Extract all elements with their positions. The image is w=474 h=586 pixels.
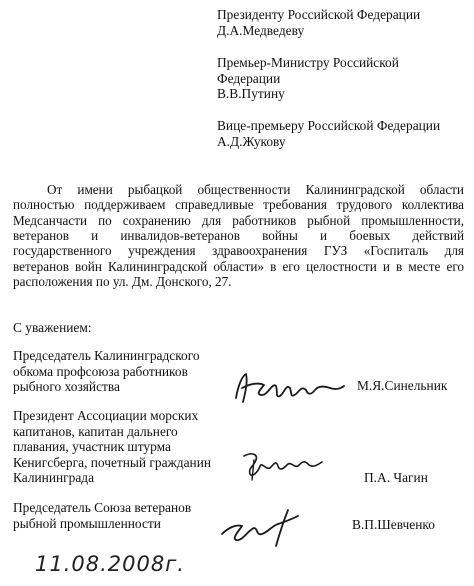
addressee-vice-premier: [217, 118, 457, 149]
addressee-name: В.В.Путину: [217, 86, 285, 102]
body-line: От имени рыбацкой общественности Калининградской области: [47, 182, 464, 197]
signatory-name-3: В.П.Шевченко: [352, 517, 435, 532]
signature-3: [218, 506, 328, 550]
signatory-block-1: [13, 348, 200, 395]
addressee-name: Д.А.Медведеву: [217, 22, 305, 38]
body-line: ветеранов войн Калининградской области» в его целостности и в месте его: [13, 258, 464, 274]
body-line: Медсанчасти по сохранению для работников рыбной промышленности,: [13, 212, 464, 228]
handwritten-date: 11.08.2008г.: [35, 552, 185, 576]
addressee-title-line1: Премьер-Министру Российской: [217, 55, 399, 70]
body-line: государственного учреждения здравоохранения ГУЗ «Госпиталь для: [13, 243, 464, 259]
signature-2: [238, 448, 338, 484]
body-line: расположения по ул. Дм. Донского, 27.: [13, 273, 232, 289]
signatory-position-line: обкома профсоюза работников: [13, 363, 188, 379]
addressee-title: Вице-премьеру Российской Федерации: [217, 118, 441, 133]
signatory-position-line: Кенигсберга, почетный гражданин: [13, 454, 212, 470]
addressee-prime-minister: [217, 55, 457, 102]
signatory-block-3: [13, 500, 191, 531]
signatory-block-2: [13, 408, 211, 486]
addressee-name: А.Д.Жукову: [217, 133, 286, 149]
letter-body: [13, 182, 464, 289]
signatory-position-line: плавания, участник штурма: [13, 439, 171, 455]
signatory-position-line: рыбной промышленности: [13, 515, 161, 531]
signatory-position-line: Калининграда: [13, 470, 95, 486]
signatory-name-1: М.Я.Синельник: [357, 378, 448, 393]
signatory-position-line: Председатель Союза ветеранов: [13, 500, 192, 515]
signatory-position-line: капитанов, капитан дальнего: [13, 423, 178, 439]
body-line: ветеранов и инвалидов-ветеранов войны и боевых действий: [13, 227, 464, 243]
addressee-president: [217, 7, 457, 38]
signatory-position-line: Президент Ассоциации морских: [13, 408, 199, 423]
addressee-title-line2: Федерации: [217, 70, 281, 86]
signatory-position-line: рыбного хозяйства: [13, 379, 120, 395]
signature-1: [228, 368, 348, 408]
addressee-title: Президенту Российской Федерации: [217, 7, 421, 22]
closing-phrase: С уважением:: [13, 320, 92, 335]
body-line: полностью поддерживаем справедливые требования трудового коллектива: [13, 197, 464, 213]
signatory-name-2: П.А. Чагин: [364, 470, 428, 485]
signatory-position-line: Председатель Калининградского: [13, 348, 200, 363]
